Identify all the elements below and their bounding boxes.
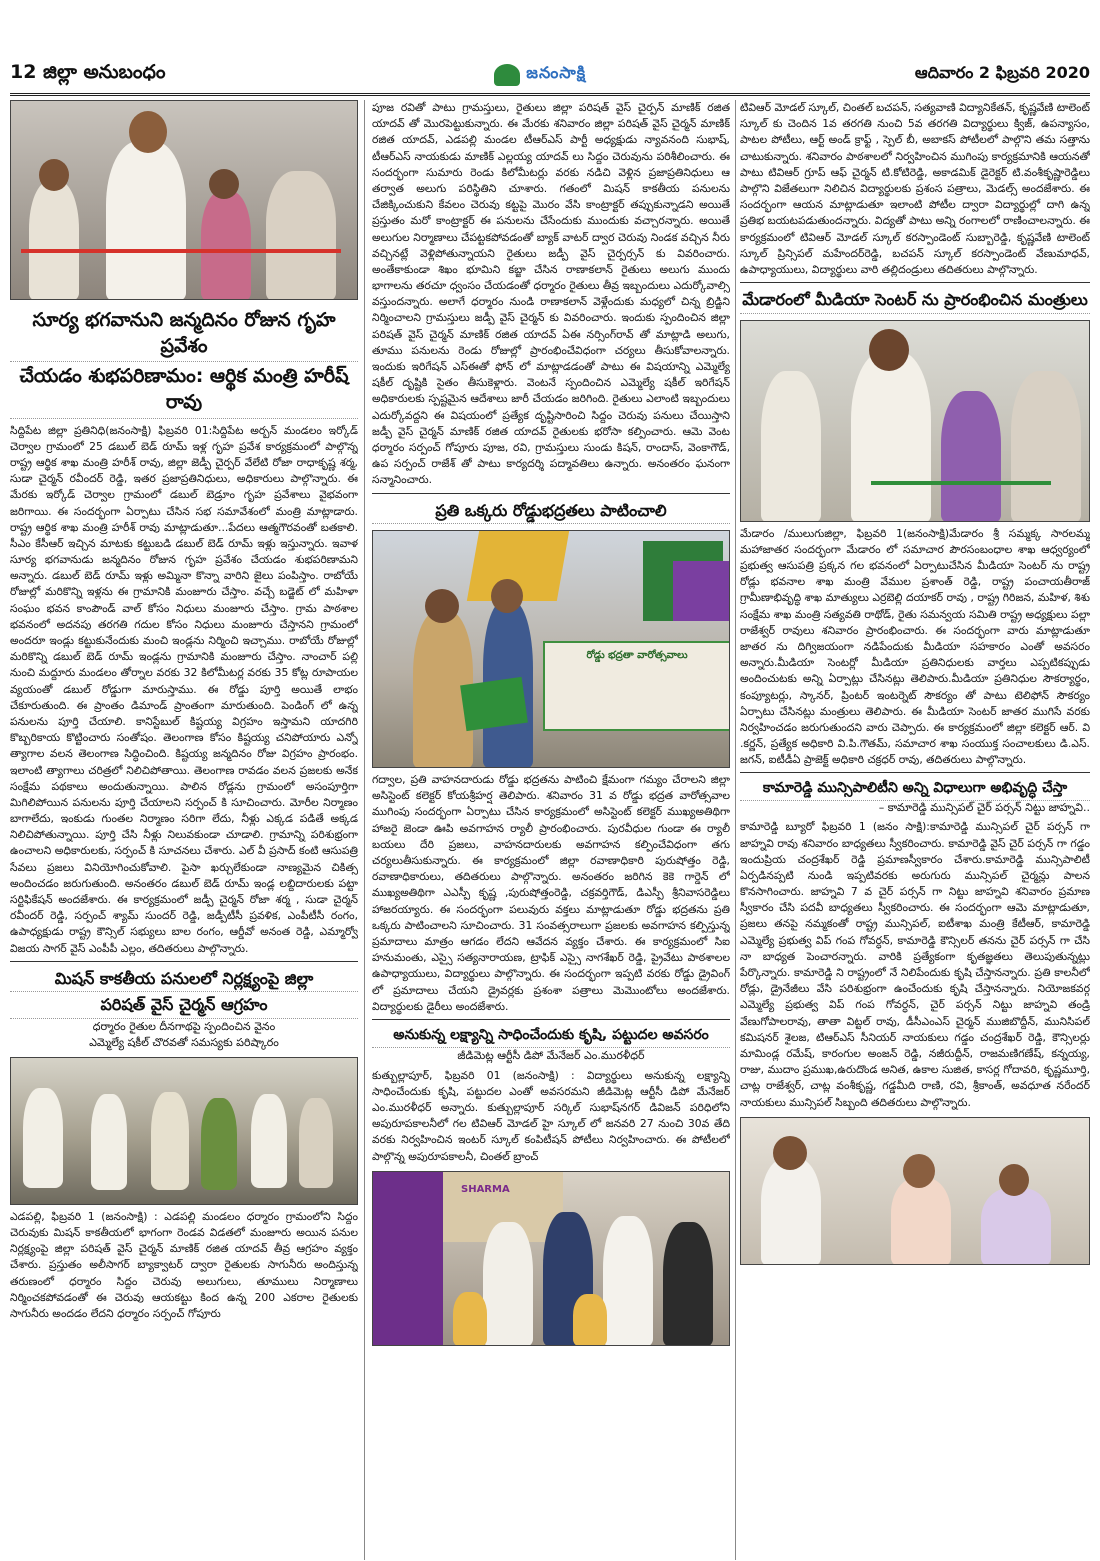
column-divider [364, 100, 365, 1560]
photo-road-safety-rally [372, 530, 730, 768]
story1-headline-line1: సూర్య భగవానుని జన్మదినం రోజున గృహ ప్రవేశం [10, 306, 358, 362]
school-board-text: SHARMA [461, 1183, 510, 1195]
story2-headline-line2: పరిషత్ వైస్ చైర్మన్ ఆగ్రహం [10, 992, 358, 1019]
story2-headline-line1: మిషన్ కాకతీయ పనులలో నిర్లక్ష్యంపై జిల్లా [10, 966, 358, 993]
story2-body: ఎడపల్లి, ఫిబ్రవరి 1 (జనంసాక్షి) : ఎడపల్లి మండలం ధర్మారం గ్రామంలోని సిద్దం చెరువుకు మిషన్ కాకతీయలో భాగంగా రెండవ విడతలో మంజూరు అయిన పనుల నిర్లక్ష్యంపై జిల్లా పరిషత్ వైస్ చైర్మన్ మాణిక్ రజిత యాదవ్ తీవ్ర ఆగ్రహం వ్యక్తం చేశారు. ప్రస్తుతం అలీసాగర్ బ్యాక్వాటర్ ద్వారా రైతులకు సాగునీరు అందిస్తున్న తరుణంలో ధర్మారం సిద్దం చెరువు అలుగులు, తూములు నిర్మాణాలు నిర్మించకపోవడంతో ఈ చెరువు ఆయకట్టు కింద ఉన్న 200 ఎకరాల రైతులకు సాగునీరు అందడం లేదని ధర్మారం సర్పంచ్ గోపూరు [10, 1209, 358, 1320]
story1-headline-line2: చేయడం శుభపరిణామం: ఆర్థిక మంత్రి హరీష్ రావు [10, 362, 358, 418]
story4-body-continued: టివిఆర్ మోడల్ స్కూల్, చింతల్ బచపన్, సత్యవాణి విద్యానికేతన్, కృష్ణవేణి టాలెంట్ స్కూల్ కు చెందిన 1వ తరగతి నుంచి 5వ తరగతి విద్యార్థులు క్విజ్, ఉపన్యాసం, పాటల పోటీలు, ఆర్ట్ అండ్ క్రాఫ్ట్ , స్పెల్ బీ, అబాకస్ పోటీలలో పాల్గొని తమ సత్తాను చాటుకున్నారు. శనివారం పాఠశాలలో నిర్వహించిన ముగింపు కార్యక్రమానికి ఆయనతో పాటు టివిఆర్ గ్రూప్ ఆఫ్ చైర్మన్ టి.కోటిరెడ్డి, అకాడమిక్ డైరెక్టర్ టి.వంశీకృష్ణారెడ్డిలు పాల్గొని విజేతలుగా నిలిచిన విద్యార్థులకు ప్రశంస పత్రాలు, మెడల్స్ అందజేశారు. ఈ సందర్భంగా ఆయన మాట్లాడుతూ ఇలాంటి పోటీల ద్వారా విద్యార్థుల్లో దాగి ఉన్న ప్రతిభ బయటపడుతుందన్నారు. విద్యతో పాటు అన్ని రంగాలలో రాణించాలన్నారు. ఈ కార్యక్రమంలో టివిఆర్ మోడల్ స్కూల్ కరస్పాండెంట్ సుబ్బారెడ్డి, కృష్ణవేణి టాలెంట్ స్కూల్ ప్రిన్సిపల్ మహేందర్‌రెడ్డి, బచపన్ స్కూల్ కరస్పాండెంట్ వేణుమాధవ్, ఉపాధ్యాయులు, విద్యార్థులు వారి తల్లిదండ్రులు తదితరులు పాల్గొన్నారు. [740, 101, 1090, 276]
column-divider [735, 100, 736, 1560]
story6-byline: – కామారెడ్డి మున్సిపల్ చైర్ పర్సన్ నిట్టు జాహ్నవి.. [878, 801, 1090, 815]
masthead [10, 56, 1090, 96]
story2-body-continued: పూజ రవితో పాటు గ్రామస్తులు, రైతులు జిల్లా పరిషత్ వైస్ చైర్పన్ మాణిక్ రజిత యాదవ్ తో మొరపెట్టుకున్నారు. ఈ మేరకు శనివారం జిల్లా పరిషత్ వైస్ చైర్మన్ మాణిక్ రజిత యాదవ్, ఎడపల్లి మండల టీఆర్ఎస్ పార్టీ అధ్యక్షుడు న్యావనంది సుభాష్, టీఆర్ఎస్ నాయకుడు మాణిక్ ఎల్లయ్య యాదవ్ లు సిద్దం చెరువును పరిశీలించారు. ఈ సందర్భంగా సుమారు రెండు కిలోమీటర్లు వరకు నడిచి వెళ్లిన ప్రజాప్రతినిధులు ఆ తర్వాత అలుగు పరిస్థితిని చూశారు. గతంలో మిషన్ కాకతీయ పనులను చేజిక్కించుకుని కేవలం చెరువు కట్టపై మొరం వేసి కాంట్రాక్టర్ తప్పుకున్నాడని అయితే ప్రస్తుతం మరో కాంట్రాక్టర్ ఈ పనులను చేసేందుకు ముందుకు వచ్చారన్నారు. అయితే అలుగుల నిర్మాణాలు చేపట్టకపోవడంతో బ్యాక్ వాటర్ ద్వార చెరువు నిండక వచ్చిన నీరు వచ్చినట్లే వెళ్లిపోతున్నాయని రైతులు జడ్పీ వైస్ చైర్పర్సన్ కు వివరించారు. అంతేకాకుండా శిఖం భూమిని కబ్జా చేసిన రాణాకలాన్ రైతులు అలుగు ముందు భాగాలను తరచూ ధ్వంసం చేయడంతో ధర్మారం రైతులు తీవ్ర ఇబ్బందులు ఎదుర్కోవాల్సి వస్తుందన్నారు. అలాగే ధర్మారం నుండి రాణాకలాన్ వెళ్లేందుకు మధ్యలో చిన్న బ్రిడ్జిని నిర్మించాలని గ్రామస్తులు జడ్పీ వైస్ చైర్మన్ కు వివరించారు. ఇందుకు స్పందించిన జిల్లా పరిషత్ వైస్ చైర్మన్ మాణిక్ రజిత యాదవ్ ఏఈ నర్సింగ్‌రావ్ తో మాట్లాడి అలుగు, తూము పనులను రెండు రోజుల్లో ప్రారంభించేవిధంగా చర్యలు తీసుకోవాలన్నారు. ఇందుకు ఇరిగేషన్ ఎస్ఈతో ఫోన్ లో మాట్లాడడంతో పాటు ఈ విషయాన్ని ఎమ్మెల్యే షకీల్ దృష్టికి సైతం తీసుకెళ్లారు. వెంటనే స్పందించిన ఎమ్మెల్యే షకీల్ ఇరిగేషన్ అధికారులకు స్పష్టమైన ఆదేశాలు జారీ చేయడం జరిగింది. రైతులు ఎలాంటి ఇబ్బందులు ఎదుర్కోవద్దని ఈ విషయంలో ప్రత్యేక దృష్టిసారించి సిద్దం చెరువు పనులు చేయిస్తాని జడ్పీ వైస్ చైర్మన్ మాణిక్ రజిత యాదవ్ రైతులకు భరోసా కల్పించారు. ఆమె వెంట ధర్మారం సర్పంచ్ గోపూరు పూజ, రవి, గ్రామస్తులు సుండు కిషన్, రాందాస్, వెంకాగౌడ్, ఉప సర్పంచ్ రాజేశ్ తో పాటు కార్యదర్శి పద్మావతిలు ఉన్నారు. అనంతరం ఘనంగా సన్మానించారు. [372, 101, 730, 487]
photo-siddam-cheruvu [10, 1057, 358, 1205]
story5-body: మేడారం /ములుగుజిల్లా, ఫిబ్రవరి 1(జనంసాక్షి)మేడారం శ్రీ సమ్మక్క సారలమ్మ మహాజాతర సందర్భంగా మేడారం లో సమాచార పౌరసంబంధాల శాఖ ఆధ్వర్యంలో ప్రభుత్వ ఆసుపత్రి ప్రక్కన గల భవనంలో ఏర్పాటుచేసిన మీడియా సెంటర్ ను రాష్ట్ర రోడ్లు భవనాల శాఖ మంత్రి వేముల ప్రశాంత్ రెడ్డి, రాష్ట్ర పంచాయతీరాజ్ గ్రామీణాభివృద్ధి శాఖ మాత్యులు ఎర్రబెల్లి దయాకర్ రావు , రాష్ట్ర గిరిజన, మహిళ, శిశు సంక్షేమ శాఖ మంత్రి సత్యవతి రాథోడ్, రైతు సమన్వయ సమితి రాష్ట్ర అధ్యక్షులు పల్లా రాజేశ్వర్ రావులు శనివారం ప్రారంభించారు. ఈ సందర్భంగా వారు మాట్లాడుతూ జాతర ను దిగ్విజయంగా నడిపేందుకు మీడియా సహకారం ఎంతో అవసరం అన్నారు.మీడియా సెంటర్లో మీడియా ప్రతినిధులకు వార్తలు ఎప్పటికప్పుడు అందించుటకు అన్ని ఏర్పాట్లు చేసినట్లు తెలిపారు.మీడియా ప్రతినిధుల సౌకర్యార్థం, కంప్యూటర్లు, స్కానర్, ప్రింటర్ ఇంటర్నెట్ సౌకర్యం తో పాటు టెలిఫోన్ సౌకర్యం ఏర్పాటు చేసినట్లు మంత్రులు తెలిపారు. ఈ మీడియా సెంటర్ జాతర ముగిసే వరకు నిర్వహించడం జరుగుతుందని వారు చెప్పారు. ఈ కార్యక్రమంలో జిల్లా కలెక్టర్ ఆర్. వి .కర్ణన్, ప్రత్యేక అధికారి వి.పి.గౌతమ్, సమాచార శాఖ సంయుక్త సంచాలకులు డి.ఎస్. జగన్, ఐటీడీఏ ప్రాజెక్ట్ అధికారి చక్రధర్ రావు, తదితరులు పాల్గొన్నారు. [740, 526, 1090, 767]
brand-logo [494, 63, 586, 86]
rally-banner-text: రోడ్డు భద్రతా వారోత్సవాలు [586, 650, 688, 662]
story3-body: గద్వాల, ప్రతి వాహనదారుడు రోడ్డు భద్రతను పాటించి క్షేమంగా గమ్యం చేరాలని జిల్లా అసిస్టెంట్ కలెక్టర్ కోయశ్రీహర్ష తెలిపారు. శనివారం 31 వ రోడ్డు భద్రత వారోత్సవాల ముగింపు సందర్భంగా ఏర్పాటు చేసిన కార్యక్రమంలో అసిస్టెంట్ కలెక్టర్ ముఖ్యఅతిథిగా హాజరై జెండా ఊపి అవగాహన ర్యాలీ ప్రారంభించారు. పురవీధుల గుండా ఈ ర్యాలీ బయలు దేరి ప్రజలు, వాహనదారులకు అవగాహన కల్పించేవిధంగా తగు చర్యలుతీసుకున్నారు. ఈ కార్యక్రమంలో జిల్లా రవాణాధికారి పురుషోత్తం రెడ్డి, రవాణాధికారులు, తదితరులు పాల్గొన్నారు. అనంతరం జరిగిన కెకె గార్డెన్ లో ముఖ్యఅతిథిగా ఎఎస్పీ కృష్ణ ,పురుషోత్తంరెడ్డి, చక్రవర్తిగౌడ్, డిఎస్పీ శ్రీనివాసరెడ్డిలు హాజరయ్యారు. ఈ సందర్భంగా పలువురు వక్తలు మాట్లాడుతూ రోడ్డు భద్రతను ప్రతి ఒక్కరు పాటించాలని సూచించారు. 31 సంవత్సరాలుగా ప్రజలకు అవగాహన కల్పిస్తున్న ప్రమాదాలు మాత్రం ఆగడం లేదని ఆవేదన వ్యక్తం చేశారు. ఈ కార్యక్రమంలో సిఐ హనుమంతు, ఎస్సై సత్యనారాయణ, ట్రాఫిక్ ఎస్సై నాగశేఖర్ రెడ్డి, ప్రైవేటు పాఠశాలల ఉపాధ్యాయులు, విద్యార్థులు పాల్గొన్నారు. ఈ సందర్భంగా ఇప్పటి వరకు రోడ్డు డ్రైవింగ్ లో ప్రమాదాలు చేయని డ్రైవర్లకు ప్రశంశా పత్రాలు మెమొంటోలు అందజేశారు. విద్యార్థులకు డైరీలు అందజేశారు. [372, 773, 730, 1013]
column-left [10, 100, 358, 1560]
story1-body: సిద్దిపేట జిల్లా ప్రతినిధి(జనంసాక్షి) ఫిబ్రవరి 01:సిద్దిపేట అర్బన్ మండలం ఇర్కోడ్ చెర్వాల గ్రామంలో 25 డబుల్ బెడ్ రూమ్ ఇళ్ల గృహ ప్రవేశ కార్యక్రమంలో పాల్గొన్న రాష్ట్ర ఆర్థిక శాఖ మంత్రి హరీశ్ రావు, జిల్లా జెడ్పీ చైర్పర్ వేలేటి రోజా రాధాకృష్ణ శర్మ, సుడా చైర్మన్ రవీందర్ రెడ్డి, ఇతర ప్రజాప్రతినిధులు, అధికారులు పాల్గొన్నారు. ఈ మేరకు ఇర్కోడ్ చెర్వాల గ్రామంలో డబుల్ బెడ్రూం గృహ ప్రవేశాలు వైభవంగా జరిగాయి. ఈ సందర్భంగా ఏర్పాటు చేసిన సభ సమావేశంలో మంత్రి మాట్లాడారు. రాష్ట్ర ఆర్థిక శాఖ మంత్రి హరీశ్ రావు మాట్లాడుతూ...పేదలు ఆత్మగౌరవంతో బతకాలి. సీఎం కేసీఆర్ ఇచ్చిన మాటకు కట్టుబడి డబుల్ బెడ్ రూమ్ ఇళ్లు ఇస్తున్నారు. ఇవాళ సూర్య భగవానుడు జన్మదినం రోజున గృహ ప్రవేశం చేయడం శుభపరిణామని అన్నారు. డబుల్ బెడ్ రూమ్ ఇళ్లు అమ్మినా కొన్నా వారిని జైలు పంపిస్తాం. రాబోయే రోజుల్లో మరికొన్ని ఇళ్లను ఈ గ్రామానికి మంజూరు చేస్తాం. వచ్చే బడ్జెట్ లో మహిళా సంఘం భవన కాంపౌండ్ వాల్ కోసం నిధులు మంజూరు చేస్తాం. గ్రామ పాఠశాల భవనంలో అదనపు తరగతి గదుల కోసం నిధులు మంజూరు చేస్తానని గ్రామంలో అందరూ ఇండ్లు కట్టుకునేందుకు మంచి ఇండ్లను నిర్మించి ఇచ్చాము. రాబోయే రోజుల్లో మరికొన్ని డబుల్ బెడ్ రూమ్ ఇండ్లను గ్రామానికి మంజూరు చేస్తాం. నాంచార్ పల్లి నుంచి మద్దూరు మండలం తోర్నాల వరకు 32 కిలోమీటర్ల వరకు 35 కోట్ల రూపాయల వ్యయంతో డబుల్ రోడ్డుగా మారుస్తాము. ఈ రోడ్డు పూర్తి అయితే లాభం చేకూరుతుంది. ఈ ప్రాంతం డిమాండ్ ప్రాంతంగా మారుతుంది. పెండింగ్ లో ఉన్న పనులను పూర్తి చేయాలి. కానిస్టేబుల్ కిష్టయ్య విగ్రహం ఇస్తామని యాదగిరి కొబ్బరికాయ కొట్టించారు సంతోషం. తెలంగాణ కోసం కిష్టయ్య చనిపోయారు ఎన్నో త్యాగాల వలన తెలంగాణ సిద్ధించింది. కిష్టయ్య జన్మదినం రోజు విగ్రహం ప్రారంభం. ఇలాంటి త్యాగాలు చరిత్రలో నిలిచిపోతాయి. తెలంగాణ రావడం వలన ప్రజలకు అనేక సంక్షేమ పథకాలు అందుతున్నాయి. పాలిన రోడ్లను గ్రామంలో అసంపూర్తిగా మిగిలిపోయిన పనులను పూర్తి చేయాలని సర్పంచ్ కి సూచించారు. మోరీల నిర్మాణం బాగాలేదు, ఇంకుడు గుంతల నిర్మాణం సరిగా లేదు, నీళ్లు ఎక్కడ పడితే అక్కడ నిలిచిపోతున్నాయి. పూర్తి చేసి నీళ్లు నిలువకుండా చూడాలి. గ్రామాన్ని పరిశుభ్రంగా ఉంచాలని అధికారులకు, సర్పంచ్ కి సూచనలు చేశారు. ఎల్ వీ ప్రసాద్ కంటి ఆసుపత్రి సేవలు ప్రజలు వినియోగించుకోవాలి. పైసా ఖర్చులేకుండా నాణ్యమైన చికిత్స అందించడం జరుగుతుంది. అనంతరం డబుల్ బెడ్ రూమ్ ఇండ్ల లబ్దిదారులకు పట్టా సర్టిఫికేషన్ అందజేశారు. ఈ కార్యక్రమంలో జడ్పీ చైర్మన్ రోజా శర్మ , సుడా చైర్మన్ రవీందర్ రెడ్డి, సర్పంచ్ శ్యామ్ సుందర్ రెడ్డి, జడ్పీటీసీ ప్రవళిక, ఎంపీటీసీ రంగం, ఉపాధ్యక్షుడు రాష్ట్ర కౌన్సిల్ సభ్యులు బాల రంగం, ఆర్డీవో అనంత రెడ్డి, ఎమ్మార్వో విజయ సాగర్ వైస్ ఎంపీపీ ఎల్లం, తదితరులు పాల్గొన్నారు. [10, 423, 358, 955]
issue-date: ఆదివారం 2 ఫిబ్రవరి 2020 [914, 63, 1090, 82]
photo-griha-pravesham [10, 100, 358, 300]
story6-headline: కామారెడ్డి మున్సిపాలిటీని అన్ని విధాలుగా అభివృద్ధి చేస్తా [740, 777, 1090, 801]
story4-byline: జీడిమెట్ల ఆర్టీసీ డిపో మేనేజర్ ఎం.మురళీధర్ [457, 1048, 645, 1062]
story2-subhead1: ధర్మారం రైతుల దీనగాథపై స్పందించిన వైనం [92, 1019, 276, 1033]
page-section: 12 జిల్లా అనుబంధం [10, 61, 166, 83]
story2-subhead2: ఎమ్మెల్యే షకీల్ చొరవతో సమస్యకు పరిష్కారం [89, 1035, 279, 1049]
photo-kamareddy-chairperson [740, 1117, 1090, 1265]
column-right [740, 100, 1090, 1560]
story4-body: కుత్బుల్లాపూర్, ఫిబ్రవరి 01 (జనంసాక్షి) : విద్యార్థులు అనుకున్న లక్ష్యాన్ని సాధించేందుకు కృషి, పట్టుదల ఎంతో అవసరమని జీడిమెట్ల ఆర్టీసీ డిపో మేనేజర్ ఎం.మురళీధర్ అన్నారు. కుత్బుల్లాపూర్ సర్కిల్ సుభాష్‌నగర్ డివిజన్ పరిధిలోని అపురూపకాలనీలో గల టివిఆర్ మోడల్ హై స్కూల్ లో జనవరి 27 నుంచి 30వ తేది వరకు నిర్వహించిన ఇంటర్ స్కూల్ కంపిటీషన్ పోటీలు నిర్వహించారు. ఈ పోటీలలో పాల్గొన్న అపురూపకాలనీ, చింతల్ బ్రాంచ్ [372, 1068, 730, 1163]
photo-media-center [740, 320, 1090, 522]
photo-school-competition [372, 1171, 730, 1346]
column-middle [372, 100, 730, 1560]
leaf-icon [494, 64, 520, 86]
story5-headline: మేడారంలో మీడియా సెంటర్ ను ప్రారంభించిన మంత్రులు [740, 287, 1090, 314]
story4-headline: అనుకున్న లక్ష్యాన్ని సాధించేందుకు కృషి, పట్టుదల అవసరం [372, 1024, 730, 1048]
story6-body: కామారెడ్డి బ్యూరో ఫిబ్రవరి 1 (జనం సాక్షి):కామారెడ్డి మున్సిపల్ చైర్ పర్సన్ గా జాహ్నవి రావు శనివారం బాధ్యతలు స్వీకరించారు. కామారెడ్డి వైస్ చైర్ పర్సన్ గా గడ్డం ఇందుప్రియ చంద్రశేఖర్ రెడ్డి ప్రమాణస్వీకారం చేశారు.కామారెడ్డి మున్సిపాలిటీ ఏర్పడినప్పటి నుండి ఇప్పటివరకు అరుగురు మున్సిపల్ చైర్మన్లు పాలన కొనసాగించారు. జాహ్నవి 7 వ చైర్ పర్సన్ గా నిట్టు జాహ్నవి శనివారం ప్రమాణ స్వీకారం చేసి పదవీ బాధ్యతలు స్వీకరించారు. ఈ సందర్భంగా ఆమె మాట్లాడుతూ, ప్రజలు తనపై నమ్మకంతో రాష్ట్ర మున్సిపల్, ఐటీశాఖ మంత్రి కేటీఆర్, కామారెడ్డి ఎమ్మెల్యే ప్రభుత్వ విప్ గంప గోవర్ధన్, కామారెడ్డి కౌన్సిలర్ తనను చైర్ పర్సన్ గా చేసి నా బాధ్యత పెంచారన్నారు. వారికి ప్రత్యేకంగా కృతజ్ఞతలు తెలుపుతున్నట్లు పేర్కొన్నారు. కామారెడ్డి ని రాష్ట్రంలో నే నిలిపేందుకు కృషి చేస్తానన్నారు. ప్రతి కాలనీలో రోడ్లు, డ్రైనేజీలు వేసి పరిశుభ్రంగా ఉంచేందుకు కృషి చేస్తానన్నారు. నియోజకవర్గ ఎమ్మెల్యే ప్రభుత్వ విప్ గంప గోవర్ధన్, చైర్ పర్సన్ నిట్టు జాహ్నవి తండ్రి వేణుగోపాలరావు, తాతా విట్టల్ రావు, డీసీఎంఎస్ చైర్మన్ ముజిబొద్దీన్, మునిసిపల్ కమిషనర్ శైలజ, టిఆర్ఎస్ సీనియర్ నాయకులు గడ్డం చంద్రశేఖర్ రెడ్డి, కౌన్సిలర్లు మామిండ్ల రమేష్, కారంగుల అంజన్ రెడ్డి, నజీరుద్దీన్, రాజమణిగణేష్, కన్నయ్య, రాజు, ముదాం ప్రముఖ,ఉరుదొండ అనిత, ఉకాల సుజిత, కాసర్ల గోదావరి, కృష్ణమూర్తి, చాట్ల రాజేశ్వర్, చాట్ల వంశీకృష్ణ, గడ్డమీది రాణి, రవి, శ్రీకాంత్, అవధూత నరేందర్ నాయకులు మున్సిపల్ సిబ్బంది తదితరులు పాల్గొన్నారు. [740, 820, 1090, 1109]
brand-name: జనంసాక్షి [526, 63, 587, 82]
story3-headline: ప్రతి ఒక్కరు రోడ్డుభద్రతలు పాటించాలి [372, 498, 730, 525]
